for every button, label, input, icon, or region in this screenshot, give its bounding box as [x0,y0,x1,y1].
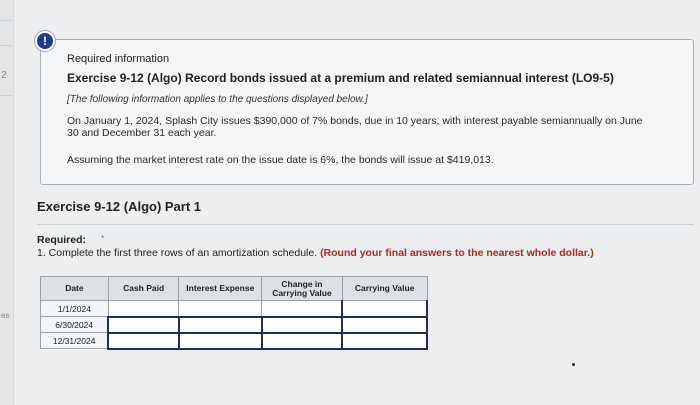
strip-divider [0,95,12,96]
change-carrying-value-cell [262,301,343,317]
header-date: Date [41,277,109,301]
section-divider [37,224,694,225]
strip-divider [0,45,12,46]
interest-expense-cell [179,301,262,317]
change-carrying-value-input[interactable] [262,333,343,349]
carrying-value-input[interactable] [342,317,427,333]
strip-label: es [1,311,10,320]
carrying-value-input[interactable] [342,333,427,349]
header-carrying-value: Carrying Value [342,277,427,301]
header-change-carrying-value: Change in Carrying Value [262,277,343,301]
instruction-prefix: 1. Complete the first three rows of an amortization schedule. [37,247,318,259]
instruction-text [37,247,594,259]
problem-paragraph-1: On January 1, 2024, Splash City issues $390,000 of 7% bonds, due in 10 years, with interest payable semiannually on June 30 and December 31 each year. [67,115,643,139]
required-asterisk: * [101,234,105,243]
carrying-value-input[interactable] [342,301,427,317]
strip-divider [0,20,12,21]
alert-icon: ! [35,31,55,51]
table-row [41,317,428,333]
instruction-rounding-note: (Round your final answers to the nearest whole dollar.) [320,247,594,259]
interest-expense-input[interactable] [179,317,262,333]
header-cash-paid: Cash Paid [108,277,179,301]
row-date: 6/30/2024 [41,317,109,333]
exercise-title: Exercise 9-12 (Algo) Record bonds issued at a premium and related semiannual interest (LO9-5) [67,71,614,85]
cash-paid-input[interactable] [108,333,179,349]
table-row [41,333,428,349]
problem-paragraph-2: Assuming the market interest rate on the issue date is 6%, the bonds will issue at $419,013. [67,154,494,166]
table-row [41,301,428,317]
part-title: Exercise 9-12 (Algo) Part 1 [37,199,202,214]
row-date: 1/1/2024 [41,301,109,317]
table-header-row [41,277,428,301]
header-interest-expense: Interest Expense [179,277,262,301]
required-label: Required: [37,234,87,246]
row-date: 12/31/2024 [41,333,109,349]
strip-question-number[interactable]: 2 [1,70,7,81]
amortization-schedule-table [40,276,428,350]
interest-expense-input[interactable] [179,333,262,349]
cash-paid-input[interactable] [108,317,179,333]
info-note: [The following information applies to the questions displayed below.] [67,94,368,105]
stray-dot [572,363,575,366]
change-carrying-value-input[interactable] [262,317,343,333]
left-question-strip [0,0,14,405]
required-information-heading: Required information [67,53,170,65]
cash-paid-cell [108,301,179,317]
